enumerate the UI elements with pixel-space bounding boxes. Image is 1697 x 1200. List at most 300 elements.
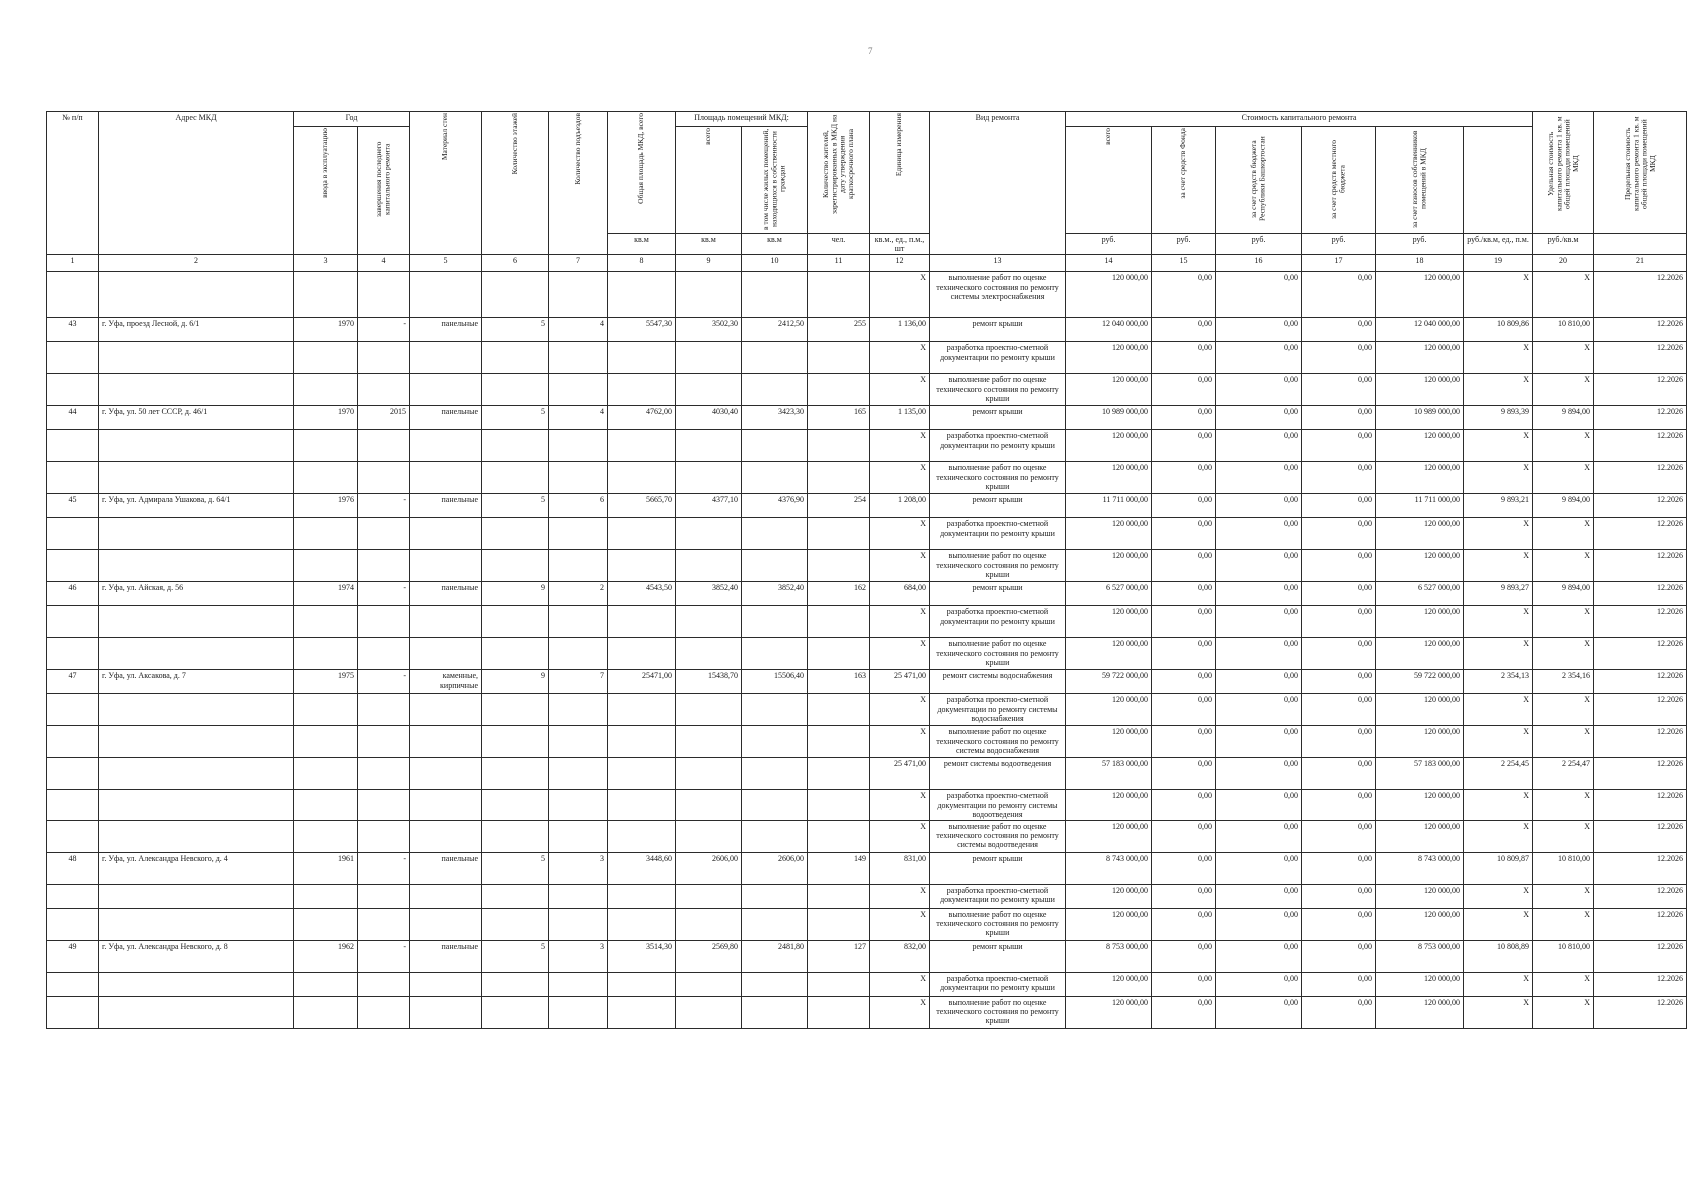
unit-cost-cell: X <box>1464 726 1533 758</box>
max-cost-cell: X <box>1533 726 1594 758</box>
year-last-repair-cell <box>358 518 410 550</box>
total-area-cell: 5665,70 <box>608 494 676 518</box>
cost-total-cell: 12 040 000,00 <box>1066 318 1152 342</box>
header-entrances: Количество подъездов <box>549 112 608 255</box>
cost-republic-cell: 0,00 <box>1216 550 1302 582</box>
unit-volume-cell: X <box>870 726 930 758</box>
unit-cost-cell: X <box>1464 694 1533 726</box>
year-commission-cell: 1962 <box>294 940 358 972</box>
premises-owned-cell <box>742 550 808 582</box>
cost-local-cell: 0,00 <box>1302 940 1376 972</box>
floors-cell <box>482 342 549 374</box>
premises-total-cell: 3852,40 <box>676 582 742 606</box>
year-last-repair-cell: - <box>358 318 410 342</box>
planned-date-cell: 12.2026 <box>1594 670 1687 694</box>
premises-owned-cell <box>742 908 808 940</box>
max-cost-cell: X <box>1533 996 1594 1028</box>
max-cost-cell: 10 810,00 <box>1533 318 1594 342</box>
cost-fund-cell: 0,00 <box>1152 342 1216 374</box>
column-number: 15 <box>1152 255 1216 272</box>
header-address: Адрес МКД <box>99 112 294 255</box>
cost-owners-cell: 120 000,00 <box>1376 550 1464 582</box>
unit-volume-cell: 1 135,00 <box>870 406 930 430</box>
cost-owners-cell: 11 711 000,00 <box>1376 494 1464 518</box>
unit-premises-owned: кв.м <box>742 234 808 255</box>
planned-date-cell: 12.2026 <box>1594 582 1687 606</box>
table-row <box>47 820 1687 852</box>
unit-cost-cell: X <box>1464 996 1533 1028</box>
column-number: 14 <box>1066 255 1152 272</box>
floors-cell <box>482 790 549 821</box>
cost-total-cell: 8 743 000,00 <box>1066 852 1152 884</box>
cost-owners-cell: 120 000,00 <box>1376 996 1464 1028</box>
cost-fund-cell: 0,00 <box>1152 374 1216 406</box>
total-area-cell: 3514,30 <box>608 940 676 972</box>
cost-fund-cell: 0,00 <box>1152 494 1216 518</box>
table-row <box>47 758 1687 790</box>
total-area-cell <box>608 550 676 582</box>
table-row <box>47 406 1687 430</box>
premises-total-cell <box>676 908 742 940</box>
cost-republic-cell: 0,00 <box>1216 852 1302 884</box>
residents-cell <box>808 342 870 374</box>
residents-cell: 255 <box>808 318 870 342</box>
planned-date-cell: 12.2026 <box>1594 726 1687 758</box>
residents-cell <box>808 694 870 726</box>
unit-volume-cell: X <box>870 972 930 996</box>
wall-material-cell: панельные <box>410 582 482 606</box>
premises-owned-cell <box>742 462 808 494</box>
cost-total-cell: 120 000,00 <box>1066 726 1152 758</box>
cost-republic-cell: 0,00 <box>1216 972 1302 996</box>
residents-cell <box>808 972 870 996</box>
cost-local-cell: 0,00 <box>1302 638 1376 670</box>
max-cost-cell: 2 354,16 <box>1533 670 1594 694</box>
wall-material-cell <box>410 758 482 790</box>
entrances-cell <box>549 884 608 908</box>
cost-republic-cell: 0,00 <box>1216 820 1302 852</box>
entrances-cell <box>549 790 608 821</box>
row-number <box>47 996 99 1028</box>
cost-local-cell: 0,00 <box>1302 550 1376 582</box>
cost-total-cell: 8 753 000,00 <box>1066 940 1152 972</box>
premises-total-cell <box>676 790 742 821</box>
floors-cell <box>482 996 549 1028</box>
address-cell: г. Уфа, проезд Лесной, д. 6/1 <box>99 318 294 342</box>
wall-material-cell <box>410 606 482 638</box>
repair-type-cell: ремонт крыши <box>930 406 1066 430</box>
cost-republic-cell: 0,00 <box>1216 884 1302 908</box>
cost-fund-cell: 0,00 <box>1152 406 1216 430</box>
max-cost-cell: X <box>1533 374 1594 406</box>
planned-date-cell: 12.2026 <box>1594 852 1687 884</box>
cost-total-cell: 120 000,00 <box>1066 908 1152 940</box>
repair-type-cell: ремонт системы водоотведения <box>930 758 1066 790</box>
entrances-cell <box>549 908 608 940</box>
residents-cell <box>808 996 870 1028</box>
year-last-repair-cell <box>358 972 410 996</box>
residents-cell <box>808 638 870 670</box>
address-cell <box>99 790 294 821</box>
row-number <box>47 908 99 940</box>
wall-material-cell <box>410 518 482 550</box>
total-area-cell <box>608 820 676 852</box>
unit-cost-cell: X <box>1464 462 1533 494</box>
entrances-cell <box>549 694 608 726</box>
year-commission-cell <box>294 272 358 318</box>
floors-cell <box>482 430 549 462</box>
planned-date-cell: 12.2026 <box>1594 908 1687 940</box>
header-year-commission: ввода в эксплуатацию <box>294 127 358 255</box>
row-number <box>47 638 99 670</box>
address-cell <box>99 638 294 670</box>
entrances-cell <box>549 758 608 790</box>
table-row <box>47 606 1687 638</box>
unit-cost-cell: 9 893,21 <box>1464 494 1533 518</box>
year-commission-cell <box>294 908 358 940</box>
repair-type-cell: выполнение работ по оценке технического состояния по ремонту системы электроснабжения <box>930 272 1066 318</box>
cost-republic-cell: 0,00 <box>1216 790 1302 821</box>
total-area-cell <box>608 518 676 550</box>
premises-total-cell <box>676 342 742 374</box>
address-cell <box>99 996 294 1028</box>
table-row <box>47 582 1687 606</box>
unit-cost-owners: руб. <box>1376 234 1464 255</box>
header-cost-owners: за счет взносов собственников помещений в МКД <box>1376 127 1464 234</box>
unit-max-cost: руб./кв.м <box>1533 234 1594 255</box>
unit-measure: кв.м., ед., п.м., шт <box>870 234 930 255</box>
residents-cell <box>808 272 870 318</box>
year-commission-cell <box>294 996 358 1028</box>
max-cost-cell: X <box>1533 518 1594 550</box>
wall-material-cell <box>410 462 482 494</box>
premises-owned-cell <box>742 758 808 790</box>
address-cell <box>99 606 294 638</box>
premises-total-cell: 4030,40 <box>676 406 742 430</box>
planned-date-cell: 12.2026 <box>1594 694 1687 726</box>
cost-local-cell: 0,00 <box>1302 582 1376 606</box>
header-residents: Количество жителей, зарегистрированных в МКД на дату утверждения краткосрочного плана <box>808 112 870 234</box>
row-number <box>47 790 99 821</box>
page-number: 7 <box>868 46 873 56</box>
entrances-cell <box>549 518 608 550</box>
cost-fund-cell: 0,00 <box>1152 852 1216 884</box>
unit-premises-total: кв.м <box>676 234 742 255</box>
cost-fund-cell: 0,00 <box>1152 518 1216 550</box>
entrances-cell <box>549 550 608 582</box>
cost-fund-cell: 0,00 <box>1152 726 1216 758</box>
cost-local-cell: 0,00 <box>1302 996 1376 1028</box>
cost-total-cell: 120 000,00 <box>1066 462 1152 494</box>
total-area-cell <box>608 996 676 1028</box>
cost-fund-cell: 0,00 <box>1152 430 1216 462</box>
row-number: 45 <box>47 494 99 518</box>
max-cost-cell: X <box>1533 694 1594 726</box>
row-number <box>47 518 99 550</box>
floors-cell: 5 <box>482 406 549 430</box>
year-commission-cell <box>294 606 358 638</box>
year-commission-cell <box>294 518 358 550</box>
wall-material-cell <box>410 638 482 670</box>
cost-owners-cell: 120 000,00 <box>1376 606 1464 638</box>
unit-volume-cell: X <box>870 820 930 852</box>
header-no: № п/п <box>47 112 99 255</box>
planned-date-cell: 12.2026 <box>1594 972 1687 996</box>
unit-volume-cell: X <box>870 996 930 1028</box>
premises-owned-cell <box>742 430 808 462</box>
floors-cell <box>482 972 549 996</box>
unit-cost-cell: X <box>1464 820 1533 852</box>
year-last-repair-cell: - <box>358 582 410 606</box>
premises-total-cell <box>676 374 742 406</box>
residents-cell: 254 <box>808 494 870 518</box>
premises-owned-cell <box>742 694 808 726</box>
unit-volume-cell: 831,00 <box>870 852 930 884</box>
year-last-repair-cell <box>358 726 410 758</box>
cost-local-cell: 0,00 <box>1302 272 1376 318</box>
cost-local-cell: 0,00 <box>1302 430 1376 462</box>
repair-type-cell: ремонт крыши <box>930 852 1066 884</box>
year-commission-cell <box>294 462 358 494</box>
table-row <box>47 852 1687 884</box>
cost-fund-cell: 0,00 <box>1152 638 1216 670</box>
year-last-repair-cell <box>358 758 410 790</box>
year-commission-cell: 1961 <box>294 852 358 884</box>
total-area-cell <box>608 606 676 638</box>
wall-material-cell <box>410 908 482 940</box>
planned-date-cell: 12.2026 <box>1594 374 1687 406</box>
row-number <box>47 272 99 318</box>
floors-cell <box>482 374 549 406</box>
repair-type-cell: разработка проектно-сметной документации по ремонту системы водоотведения <box>930 790 1066 821</box>
planned-date-cell: 12.2026 <box>1594 462 1687 494</box>
unit-volume-cell: X <box>870 884 930 908</box>
header-cost-total: всего <box>1066 127 1152 234</box>
planned-date-cell: 12.2026 <box>1594 884 1687 908</box>
row-number <box>47 726 99 758</box>
total-area-cell: 4762,00 <box>608 406 676 430</box>
table-row <box>47 790 1687 821</box>
entrances-cell <box>549 430 608 462</box>
unit-cost-total: руб. <box>1066 234 1152 255</box>
wall-material-cell: панельные <box>410 940 482 972</box>
wall-material-cell <box>410 374 482 406</box>
address-cell: г. Уфа, ул. Айская, д. 56 <box>99 582 294 606</box>
repair-type-cell: выполнение работ по оценке технического состояния по ремонту крыши <box>930 996 1066 1028</box>
premises-total-cell <box>676 972 742 996</box>
unit-cost-cell: X <box>1464 638 1533 670</box>
premises-total-cell <box>676 430 742 462</box>
unit-cost-local: руб. <box>1302 234 1376 255</box>
cost-fund-cell: 0,00 <box>1152 790 1216 821</box>
address-cell: г. Уфа, ул. Аксакова, д. 7 <box>99 670 294 694</box>
premises-total-cell <box>676 462 742 494</box>
total-area-cell <box>608 694 676 726</box>
premises-total-cell <box>676 638 742 670</box>
cost-fund-cell: 0,00 <box>1152 694 1216 726</box>
cost-local-cell: 0,00 <box>1302 790 1376 821</box>
residents-cell: 162 <box>808 582 870 606</box>
column-number: 16 <box>1216 255 1302 272</box>
unit-cost-republic: руб. <box>1216 234 1302 255</box>
unit-volume-cell: X <box>870 430 930 462</box>
planned-date-cell: 12.2026 <box>1594 518 1687 550</box>
address-cell <box>99 908 294 940</box>
floors-cell: 5 <box>482 494 549 518</box>
floors-cell <box>482 518 549 550</box>
wall-material-cell <box>410 342 482 374</box>
unit-volume-cell: X <box>870 272 930 318</box>
cost-fund-cell: 0,00 <box>1152 758 1216 790</box>
cost-owners-cell: 120 000,00 <box>1376 374 1464 406</box>
header-max-cost: Предельная стоимость капитального ремонта 1 кв. м общей площади помещений МКД <box>1594 112 1687 234</box>
cost-owners-cell: 120 000,00 <box>1376 884 1464 908</box>
residents-cell <box>808 884 870 908</box>
premises-total-cell <box>676 272 742 318</box>
total-area-cell: 25471,00 <box>608 670 676 694</box>
column-number: 2 <box>99 255 294 272</box>
repair-type-cell: выполнение работ по оценке технического состояния по ремонту крыши <box>930 908 1066 940</box>
unit-volume-cell: 25 471,00 <box>870 670 930 694</box>
cost-local-cell: 0,00 <box>1302 852 1376 884</box>
cost-republic-cell: 0,00 <box>1216 406 1302 430</box>
column-number: 21 <box>1594 255 1687 272</box>
floors-cell <box>482 820 549 852</box>
residents-cell: 127 <box>808 940 870 972</box>
planned-date-cell: 12.2026 <box>1594 606 1687 638</box>
column-number: 11 <box>808 255 870 272</box>
year-last-repair-cell: - <box>358 852 410 884</box>
cost-local-cell: 0,00 <box>1302 342 1376 374</box>
column-number: 20 <box>1533 255 1594 272</box>
year-commission-cell <box>294 550 358 582</box>
cost-fund-cell: 0,00 <box>1152 550 1216 582</box>
cost-total-cell: 11 711 000,00 <box>1066 494 1152 518</box>
wall-material-cell <box>410 272 482 318</box>
table-row <box>47 996 1687 1028</box>
header-floors: Количество этажей <box>482 112 549 255</box>
premises-total-cell: 2569,80 <box>676 940 742 972</box>
cost-local-cell: 0,00 <box>1302 820 1376 852</box>
repair-type-cell: ремонт крыши <box>930 494 1066 518</box>
unit-cost-cell: 10 808,89 <box>1464 940 1533 972</box>
max-cost-cell: 9 894,00 <box>1533 582 1594 606</box>
year-last-repair-cell <box>358 272 410 318</box>
entrances-cell: 4 <box>549 318 608 342</box>
residents-cell <box>808 606 870 638</box>
wall-material-cell <box>410 820 482 852</box>
residents-cell <box>808 820 870 852</box>
cost-republic-cell: 0,00 <box>1216 726 1302 758</box>
total-area-cell <box>608 908 676 940</box>
table-row <box>47 670 1687 694</box>
cost-republic-cell: 0,00 <box>1216 940 1302 972</box>
total-area-cell <box>608 884 676 908</box>
cost-republic-cell: 0,00 <box>1216 908 1302 940</box>
table-row <box>47 462 1687 494</box>
address-cell: г. Уфа, ул. Адмирала Ушакова, д. 64/1 <box>99 494 294 518</box>
header-premises-total: всего <box>676 127 742 234</box>
cost-total-cell: 120 000,00 <box>1066 996 1152 1028</box>
total-area-cell <box>608 726 676 758</box>
column-number: 5 <box>410 255 482 272</box>
max-cost-cell: X <box>1533 462 1594 494</box>
row-number <box>47 694 99 726</box>
cost-fund-cell: 0,00 <box>1152 670 1216 694</box>
residents-cell <box>808 790 870 821</box>
premises-total-cell: 2606,00 <box>676 852 742 884</box>
table-row <box>47 884 1687 908</box>
unit-volume-cell: 1 136,00 <box>870 318 930 342</box>
cost-owners-cell: 120 000,00 <box>1376 726 1464 758</box>
wall-material-cell <box>410 726 482 758</box>
total-area-cell <box>608 374 676 406</box>
entrances-cell <box>549 726 608 758</box>
floors-cell: 5 <box>482 318 549 342</box>
planned-date-cell: 12.2026 <box>1594 550 1687 582</box>
column-number: 8 <box>608 255 676 272</box>
planned-date-cell: 12.2026 <box>1594 638 1687 670</box>
cost-total-cell: 120 000,00 <box>1066 272 1152 318</box>
total-area-cell <box>608 342 676 374</box>
column-number: 17 <box>1302 255 1376 272</box>
year-last-repair-cell <box>358 342 410 374</box>
cost-republic-cell: 0,00 <box>1216 430 1302 462</box>
unit-volume-cell: X <box>870 638 930 670</box>
year-commission-cell <box>294 884 358 908</box>
unit-volume-cell: X <box>870 694 930 726</box>
header-unit: Единица измерения <box>870 112 930 234</box>
table-row <box>47 494 1687 518</box>
cost-republic-cell: 0,00 <box>1216 318 1302 342</box>
wall-material-cell: панельные <box>410 318 482 342</box>
unit-volume-cell: X <box>870 908 930 940</box>
cost-republic-cell: 0,00 <box>1216 638 1302 670</box>
residents-cell: 149 <box>808 852 870 884</box>
total-area-cell <box>608 790 676 821</box>
residents-cell <box>808 430 870 462</box>
row-number: 46 <box>47 582 99 606</box>
wall-material-cell: каменные, кирпичные <box>410 670 482 694</box>
total-area-cell: 3448,60 <box>608 852 676 884</box>
address-cell <box>99 884 294 908</box>
year-commission-cell <box>294 374 358 406</box>
cost-republic-cell: 0,00 <box>1216 342 1302 374</box>
unit-volume-cell: X <box>870 790 930 821</box>
row-number: 49 <box>47 940 99 972</box>
planned-date-cell: 12.2026 <box>1594 820 1687 852</box>
table-row <box>47 342 1687 374</box>
entrances-cell: 3 <box>549 852 608 884</box>
repair-type-cell: разработка проектно-сметной документации по ремонту крыши <box>930 972 1066 996</box>
entrances-cell <box>549 606 608 638</box>
cost-republic-cell: 0,00 <box>1216 996 1302 1028</box>
repair-type-cell: выполнение работ по оценке технического состояния по ремонту системы водоснабжения <box>930 726 1066 758</box>
unit-volume-cell: X <box>870 374 930 406</box>
cost-republic-cell: 0,00 <box>1216 606 1302 638</box>
planned-date-cell: 12.2026 <box>1594 996 1687 1028</box>
row-number <box>47 884 99 908</box>
header-premises-area-group: Площадь помещений МКД: <box>676 112 808 127</box>
address-cell <box>99 820 294 852</box>
unit-cost-cell: 2 254,45 <box>1464 758 1533 790</box>
table-row <box>47 694 1687 726</box>
unit-volume-cell: 1 208,00 <box>870 494 930 518</box>
cost-total-cell: 120 000,00 <box>1066 374 1152 406</box>
row-number <box>47 820 99 852</box>
cost-republic-cell: 0,00 <box>1216 272 1302 318</box>
cost-local-cell: 0,00 <box>1302 726 1376 758</box>
